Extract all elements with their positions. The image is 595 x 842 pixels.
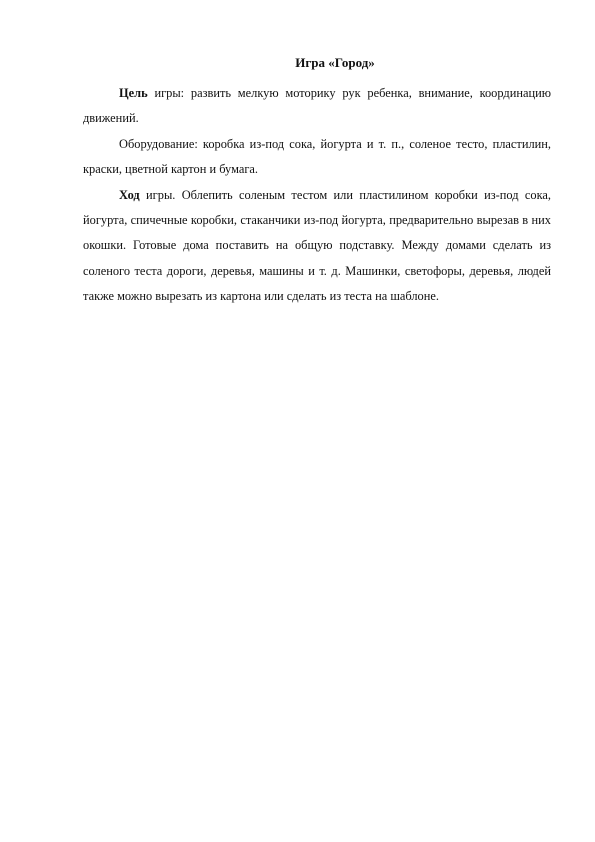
- page-title: Игра «Город»: [295, 55, 375, 70]
- paragraph-equipment-text: Оборудование: коробка из-под сока, йогурта и т. п., соленое тесто, пластилин, краски, цветной картон и бумага.: [83, 136, 551, 177]
- paragraph-procedure: [83, 183, 551, 310]
- paragraph-goal-text: игры: развить мелкую моторику рук ребенка, внимание, координацию движений.: [83, 86, 551, 126]
- paragraph-goal: [83, 81, 551, 132]
- document-body: [83, 55, 551, 310]
- paragraph-goal-lead: Цель: [119, 86, 148, 100]
- paragraph-equipment: [83, 132, 551, 183]
- paragraph-procedure-text: игры. Облепить соленым тестом или пластилином коробки из-под сока, йогурта, спичечные коробки, стаканчики из-под йогурта, предварительно вырезав в них окошки. Готовые дома поставить на общую подставку. Между домами сделать из соленого теста дороги, деревья, машины и т. д. Машинки, светофоры, деревья, людей также можно вырезать из картона или сделать из теста на шаблоне.: [83, 187, 551, 304]
- paragraph-procedure-lead: Ход: [119, 187, 140, 202]
